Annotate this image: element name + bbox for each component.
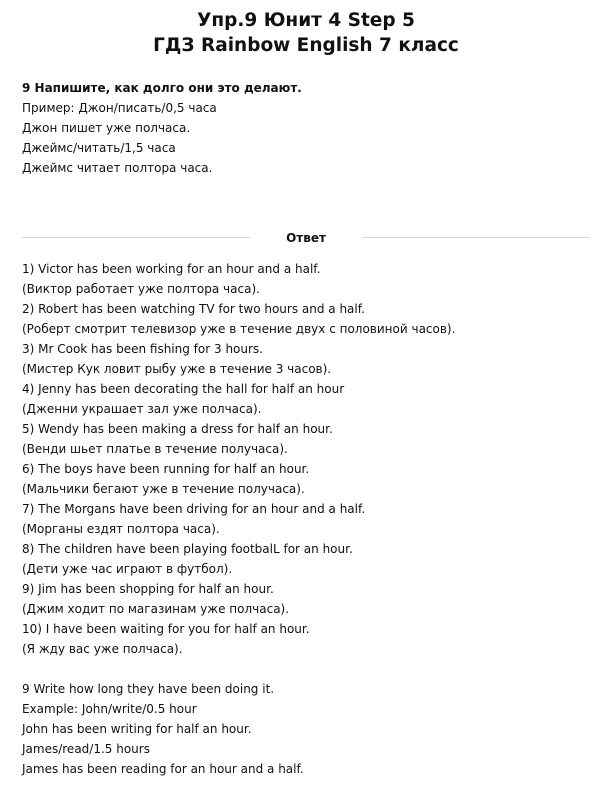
answer-translation: (Мальчики бегают уже в течение получаса). <box>22 482 305 496</box>
page-header <box>0 8 612 58</box>
answer-translation: (Дети уже час играют в футбол). <box>22 562 233 576</box>
english-task-title: 9 Write how long they have been doing it. <box>22 682 275 696</box>
answer-line: 2) Robert has been watching TV for two hours and a half. <box>22 302 365 316</box>
answer-translation: (Венди шьет платье в течение получаса). <box>22 442 288 456</box>
task-line: Джон пишет уже полчаса. <box>22 121 191 135</box>
task-title: 9 Напишите, как долго они это делают. <box>22 81 302 95</box>
task-line: Пример: Джон/писать/0,5 часа <box>22 101 217 115</box>
answer-translation: (Роберт смотрит телевизор уже в течение двух с половиной часов). <box>22 322 456 336</box>
answer-line: 8) The children have been playing footbalL for an hour. <box>22 542 353 556</box>
divider-rule-right <box>362 237 590 238</box>
page-subtitle: ГДЗ Rainbow English 7 класс <box>153 35 459 56</box>
english-task-line: James/read/1.5 hours <box>22 742 150 756</box>
answer-translation: (Морганы ездят полтора часа). <box>22 522 220 536</box>
answer-line: 10) I have been waiting for you for half an hour. <box>22 622 310 636</box>
answer-divider <box>22 228 590 248</box>
answer-line: 6) The boys have been running for half an hour. <box>22 462 310 476</box>
divider-rule-left <box>22 237 250 238</box>
answer-line: 7) The Morgans have been driving for an hour and a half. <box>22 502 366 516</box>
english-task-line: Example: John/write/0.5 hour <box>22 702 197 716</box>
answer-line: 5) Wendy has been making a dress for half an hour. <box>22 422 333 436</box>
task-russian <box>22 78 592 178</box>
answer-translation: (Я жду вас уже полчаса). <box>22 642 183 656</box>
answer-translation: (Мистер Кук ловит рыбу уже в течение 3 часов). <box>22 362 332 376</box>
answer-line: 3) Mr Cook has been fishing for 3 hours. <box>22 342 263 356</box>
answer-line: 9) Jim has been shopping for half an hour. <box>22 582 274 596</box>
task-line: Джеймс читает полтора часа. <box>22 161 213 175</box>
task-english <box>22 679 602 779</box>
answer-translation: (Дженни украшает зал уже полчаса). <box>22 402 262 416</box>
answer-line: 4) Jenny has been decorating the hall for half an hour <box>22 382 345 396</box>
english-task-line: James has been reading for an hour and a half. <box>22 762 304 776</box>
answer-translation: (Виктор работает уже полтора часа). <box>22 282 260 296</box>
answer-list <box>22 259 602 659</box>
page-title: Упр.9 Юнит 4 Step 5 <box>197 10 415 31</box>
task-line: Джеймс/читать/1,5 часа <box>22 141 176 155</box>
answer-heading: Ответ <box>286 231 326 245</box>
english-task-line: John has been writing for half an hour. <box>22 722 252 736</box>
answer-line: 1) Victor has been working for an hour and a half. <box>22 262 321 276</box>
answer-translation: (Джим ходит по магазинам уже полчаса). <box>22 602 290 616</box>
